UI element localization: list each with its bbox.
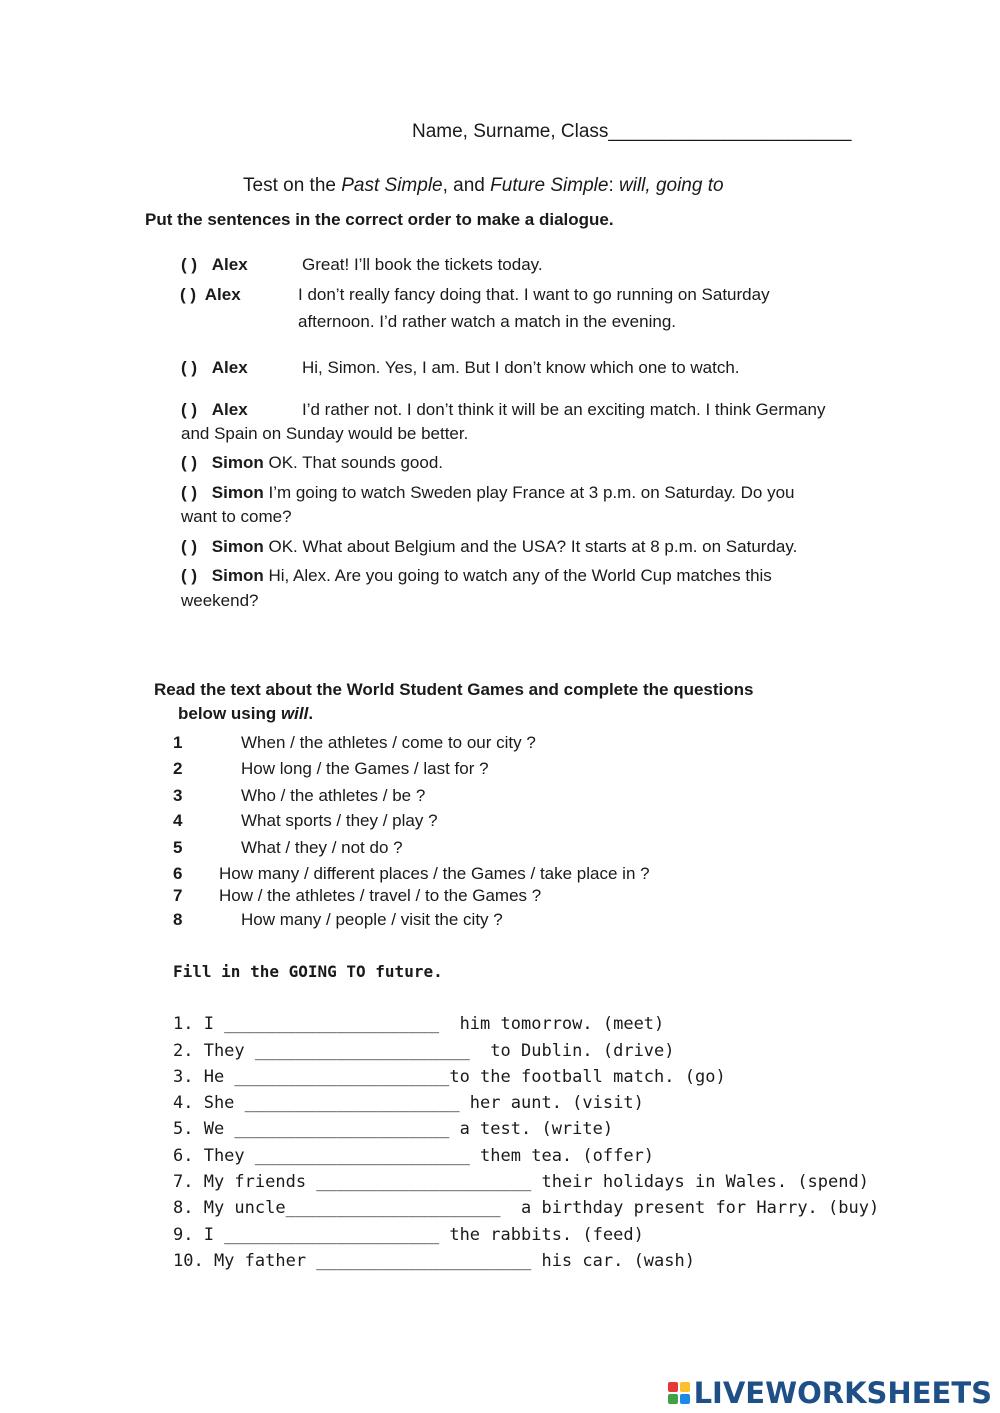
fill-in-item[interactable]: 2. They _____________________ to Dublin. (drive): [173, 1041, 675, 1061]
question-item: [173, 811, 673, 833]
line-text: I’m going to watch Sweden play France at 3 p.m. on Saturday. Do you: [268, 483, 795, 502]
fill-in-item[interactable]: 7. My friends _____________________ their holidays in Wales. (spend): [173, 1172, 869, 1192]
fill-in-item[interactable]: 8. My uncle_____________________ a birthday present for Harry. (buy): [173, 1198, 880, 1218]
speaker: Simon: [211, 453, 264, 472]
question-item: [173, 886, 673, 908]
speaker: Alex: [204, 285, 241, 304]
dialogue-line: [181, 483, 795, 503]
instruction-text: below using: [178, 704, 281, 723]
order-box[interactable]: ( ): [181, 400, 198, 419]
name-surname-class-line[interactable]: Name, Surname, Class_______________________: [412, 121, 852, 142]
order-box[interactable]: ( ): [181, 358, 198, 377]
page-title: [243, 175, 724, 197]
question-number: 3: [173, 786, 183, 805]
section2-instruction-line2: [178, 704, 313, 724]
section1-instruction: Put the sentences in the correct order to make a dialogue.: [145, 210, 614, 229]
instruction-emphasis: will: [280, 704, 309, 723]
order-box[interactable]: ( ): [181, 255, 198, 274]
question-number: 1: [173, 733, 183, 752]
question-item: [173, 910, 673, 932]
question-text: How long / the Games / last for ?: [241, 759, 489, 778]
logo-text: LIVEWORKSHEETS: [693, 1376, 992, 1410]
dialogue-line: [181, 453, 443, 473]
line-text: I don’t really fancy doing that. I want to go running on Saturday: [298, 285, 770, 304]
dialogue-line: [181, 537, 797, 557]
question-item: [173, 838, 673, 860]
order-box[interactable]: ( ): [181, 483, 198, 502]
title-forms: will, going to: [619, 175, 724, 196]
question-item: [173, 759, 673, 781]
question-text: Who / the athletes / be ?: [241, 786, 426, 805]
question-text: How / the athletes / travel / to the Games ?: [219, 886, 542, 905]
fill-in-item[interactable]: 4. She _____________________ her aunt. (visit): [173, 1093, 644, 1113]
question-number: 8: [173, 910, 183, 929]
dialogue-line: [181, 400, 826, 420]
fill-in-item[interactable]: 6. They _____________________ them tea. (offer): [173, 1146, 655, 1166]
speaker: Simon: [211, 483, 264, 502]
question-text: What sports / they / play ?: [241, 811, 438, 830]
order-box[interactable]: ( ): [181, 537, 198, 556]
title-colon: :: [608, 175, 619, 196]
question-text: How many / different places / the Games / take place in ?: [219, 864, 650, 883]
question-number: 4: [173, 811, 183, 830]
dialogue-line: [181, 566, 772, 586]
dialogue-line: [180, 285, 770, 305]
line-text: I’d rather not. I don’t think it will be an exciting match. I think Germany: [302, 400, 826, 419]
line-continuation: want to come?: [181, 507, 292, 526]
fill-in-item[interactable]: 10. My father _____________________ his car. (wash): [173, 1251, 695, 1271]
question-number: 6: [173, 864, 183, 883]
line-text: Hi, Simon. Yes, I am. But I don’t know which one to watch.: [302, 358, 740, 377]
logo-mark-icon: [668, 1382, 690, 1404]
question-text: When / the athletes / come to our city ?: [241, 733, 536, 752]
line-continuation: and Spain on Sunday would be better.: [181, 424, 469, 443]
dialogue-line: [181, 358, 740, 378]
dialogue-line: [181, 255, 543, 275]
question-text: What / they / not do ?: [241, 838, 403, 857]
question-number: 2: [173, 759, 183, 778]
instruction-end: .: [308, 704, 314, 723]
order-box[interactable]: ( ): [180, 285, 197, 304]
question-text: How many / people / visit the city ?: [241, 910, 503, 929]
question-number: 7: [173, 886, 183, 905]
question-item: [173, 733, 673, 755]
title-mid: , and: [442, 175, 491, 196]
line-continuation: afternoon. I’d rather watch a match in the evening.: [298, 312, 677, 331]
line-text: Great! I’ll book the tickets today.: [302, 255, 543, 274]
fill-in-item[interactable]: 3. He _____________________to the football match. (go): [173, 1067, 726, 1087]
line-text: Hi, Alex. Are you going to watch any of the World Cup matches this: [268, 566, 772, 585]
liveworksheets-logo[interactable]: [668, 1376, 992, 1410]
order-box[interactable]: ( ): [181, 453, 198, 472]
speaker: Simon: [211, 537, 264, 556]
title-prefix: Test on the: [243, 175, 342, 196]
speaker: Alex: [211, 255, 248, 274]
section2-instruction: Read the text about the World Student Games and complete the questions: [154, 680, 754, 699]
fill-in-item[interactable]: 5. We _____________________ a test. (write): [173, 1119, 614, 1139]
question-item: [173, 864, 733, 886]
question-item: [173, 786, 673, 808]
speaker: Alex: [211, 400, 248, 419]
line-text: OK. That sounds good.: [268, 453, 443, 472]
question-number: 5: [173, 838, 183, 857]
section3-instruction: Fill in the GOING TO future.: [173, 962, 443, 981]
line-text: OK. What about Belgium and the USA? It starts at 8 p.m. on Saturday.: [268, 537, 798, 556]
title-future-simple: Future Simple: [490, 175, 609, 196]
order-box[interactable]: ( ): [181, 566, 198, 585]
fill-in-item[interactable]: 1. I _____________________ him tomorrow. (meet): [173, 1014, 665, 1034]
fill-in-item[interactable]: 9. I _____________________ the rabbits. (feed): [173, 1225, 644, 1245]
speaker: Alex: [211, 358, 248, 377]
speaker: Simon: [211, 566, 264, 585]
title-past-simple: Past Simple: [341, 175, 443, 196]
line-continuation: weekend?: [181, 591, 259, 610]
